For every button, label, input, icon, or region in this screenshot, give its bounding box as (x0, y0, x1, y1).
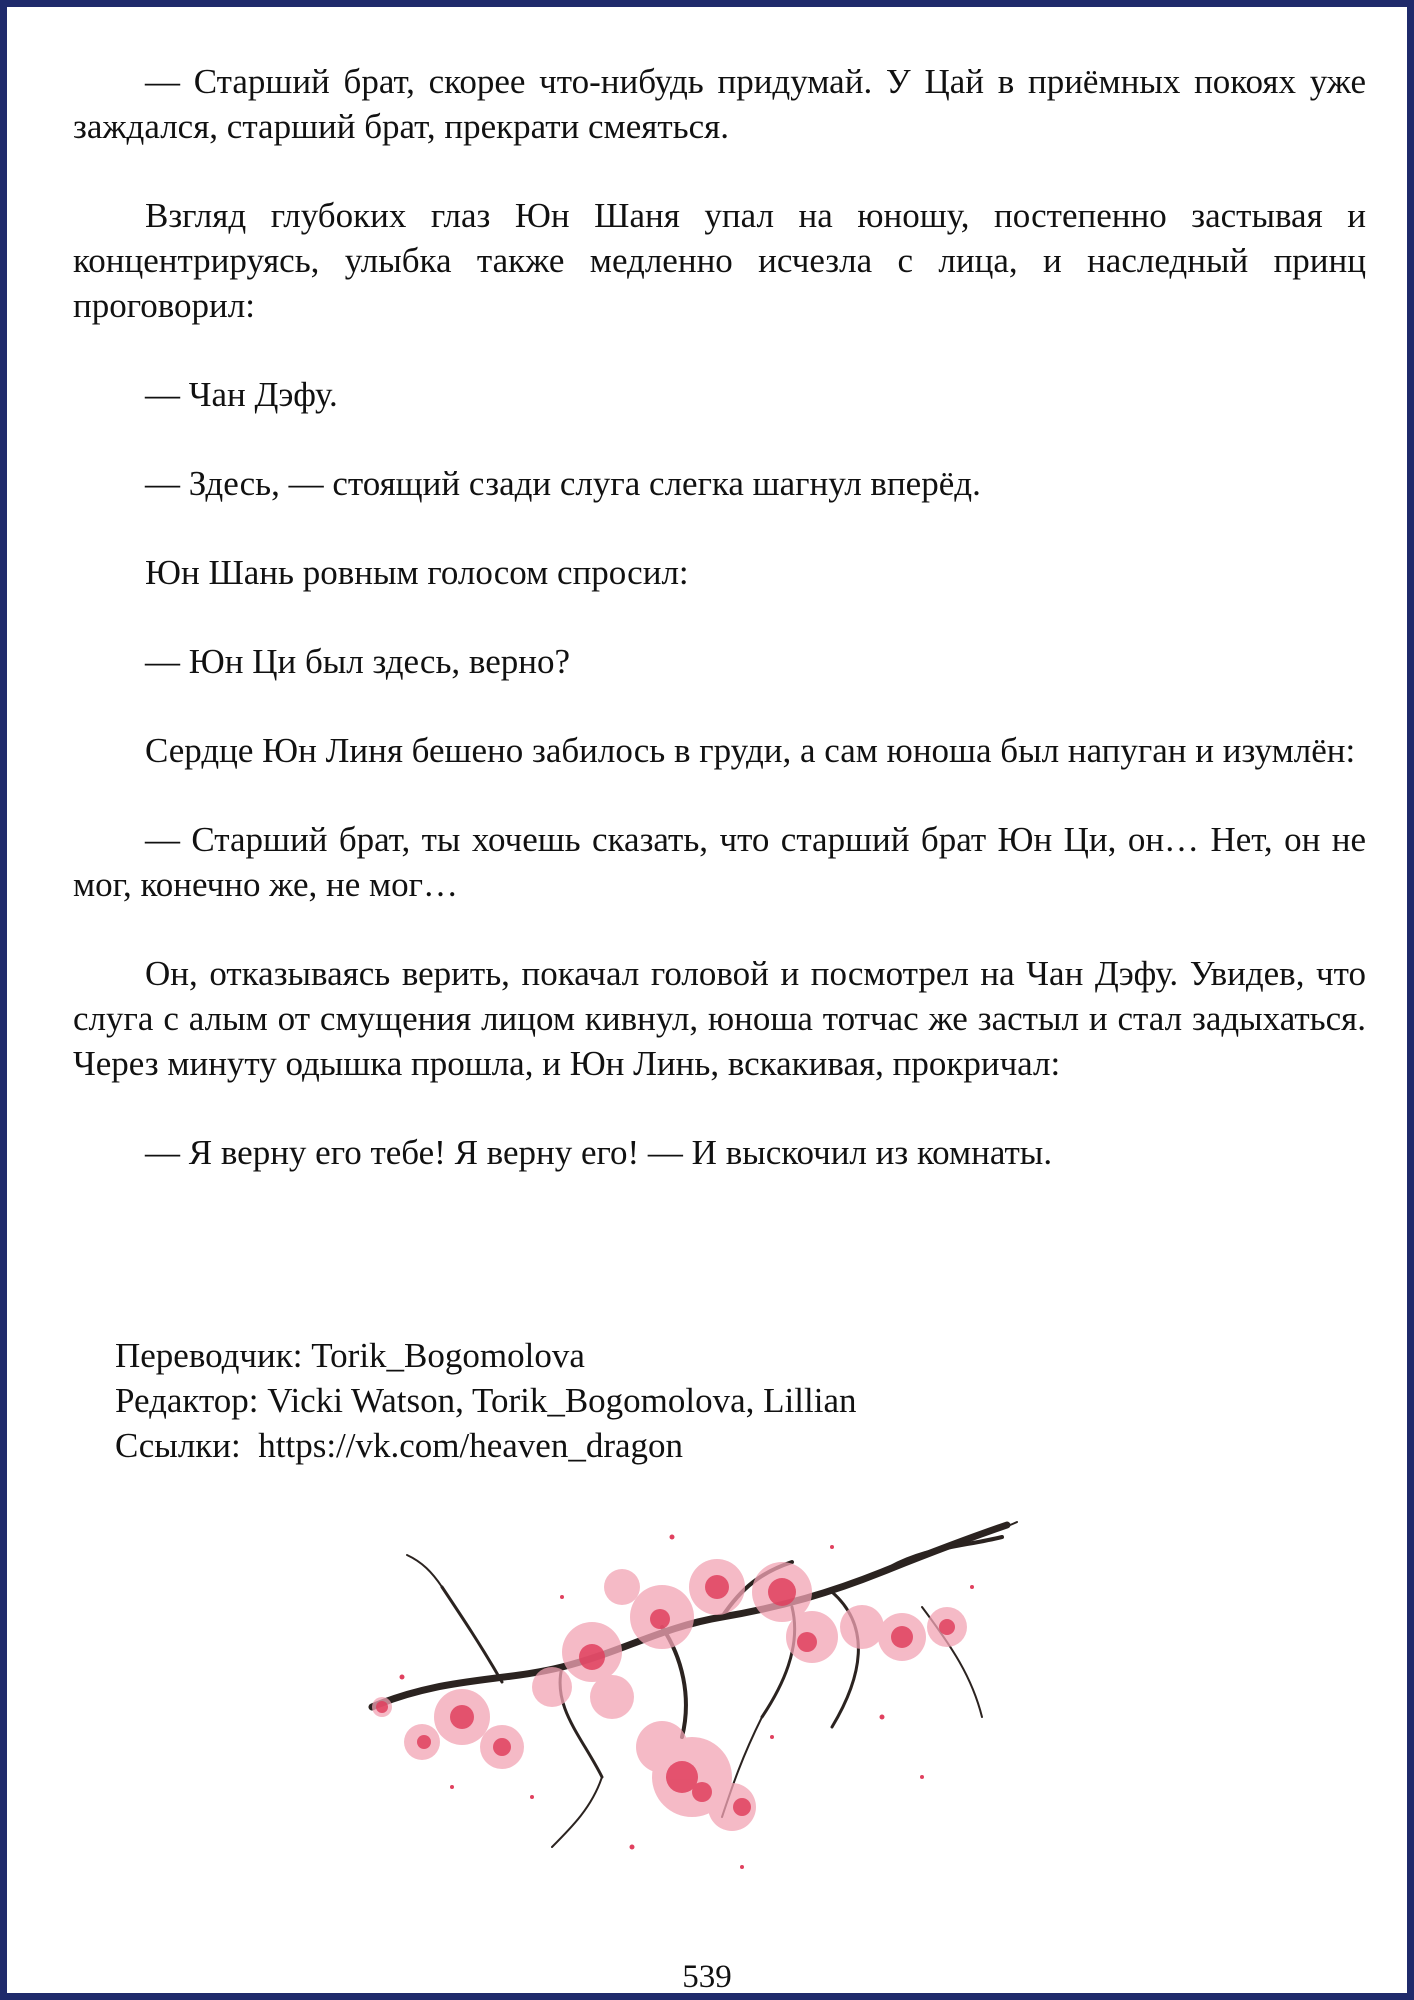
paragraph-7: Сердце Юн Линя бешено забилось в груди, а сам юноша был напуган и изумлён: (145, 731, 1356, 770)
paragraph-9: Он, отказываясь верить, покачал головой и посмотрел на Чан Дэфу. Увидев, что слуга с алым от смущения лицом кивнул, юноша тотчас же застыл и стал задыхаться. Через минуту одышка прошла, и Юн Линь, вскакивая, прокричал: (73, 954, 1366, 1083)
body-text (73, 59, 1366, 1219)
links-credit: Ссылки: https://vk.com/heaven_dragon (115, 1426, 684, 1465)
paragraph-8: — Старший брат, ты хочешь сказать, что старший брат Юн Ци, он… Нет, он не мог, конечно же, не мог… (73, 820, 1366, 904)
editor-credit: Редактор: Vicki Watson, Torik_Bogomolova, Lillian (115, 1381, 857, 1420)
petal-wash (372, 1559, 967, 1831)
paragraph-4: — Здесь, — стоящий сзади слуга слегка шагнул вперёд. (145, 464, 981, 503)
paragraph-1: — Старший брат, скорее что-нибудь придумай. У Цай в приёмных покоях уже заждался, старший брат, прекрати смеяться. (73, 62, 1366, 146)
translator-credit: Переводчик: Torik_Bogomolova (115, 1336, 585, 1375)
paragraph-2: Взгляд глубоких глаз Юн Шаня упал на юношу, постепенно застывая и концентрируясь, улыбка также медленно исчезла с лица, и наследный принц проговорил: (73, 196, 1366, 325)
cherry-blossom-branch-icon (362, 1477, 1022, 1897)
page-number: 539 (682, 1959, 732, 1995)
paragraph-3: — Чан Дэфу. (145, 375, 338, 414)
paragraph-6: — Юн Ци был здесь, верно? (145, 642, 571, 681)
paragraph-5: Юн Шань ровным голосом спросил: (145, 553, 689, 592)
credits-block (115, 1333, 1215, 1468)
paragraph-10: — Я верну его тебе! Я верну его! — И выскочил из комнаты. (145, 1133, 1053, 1172)
